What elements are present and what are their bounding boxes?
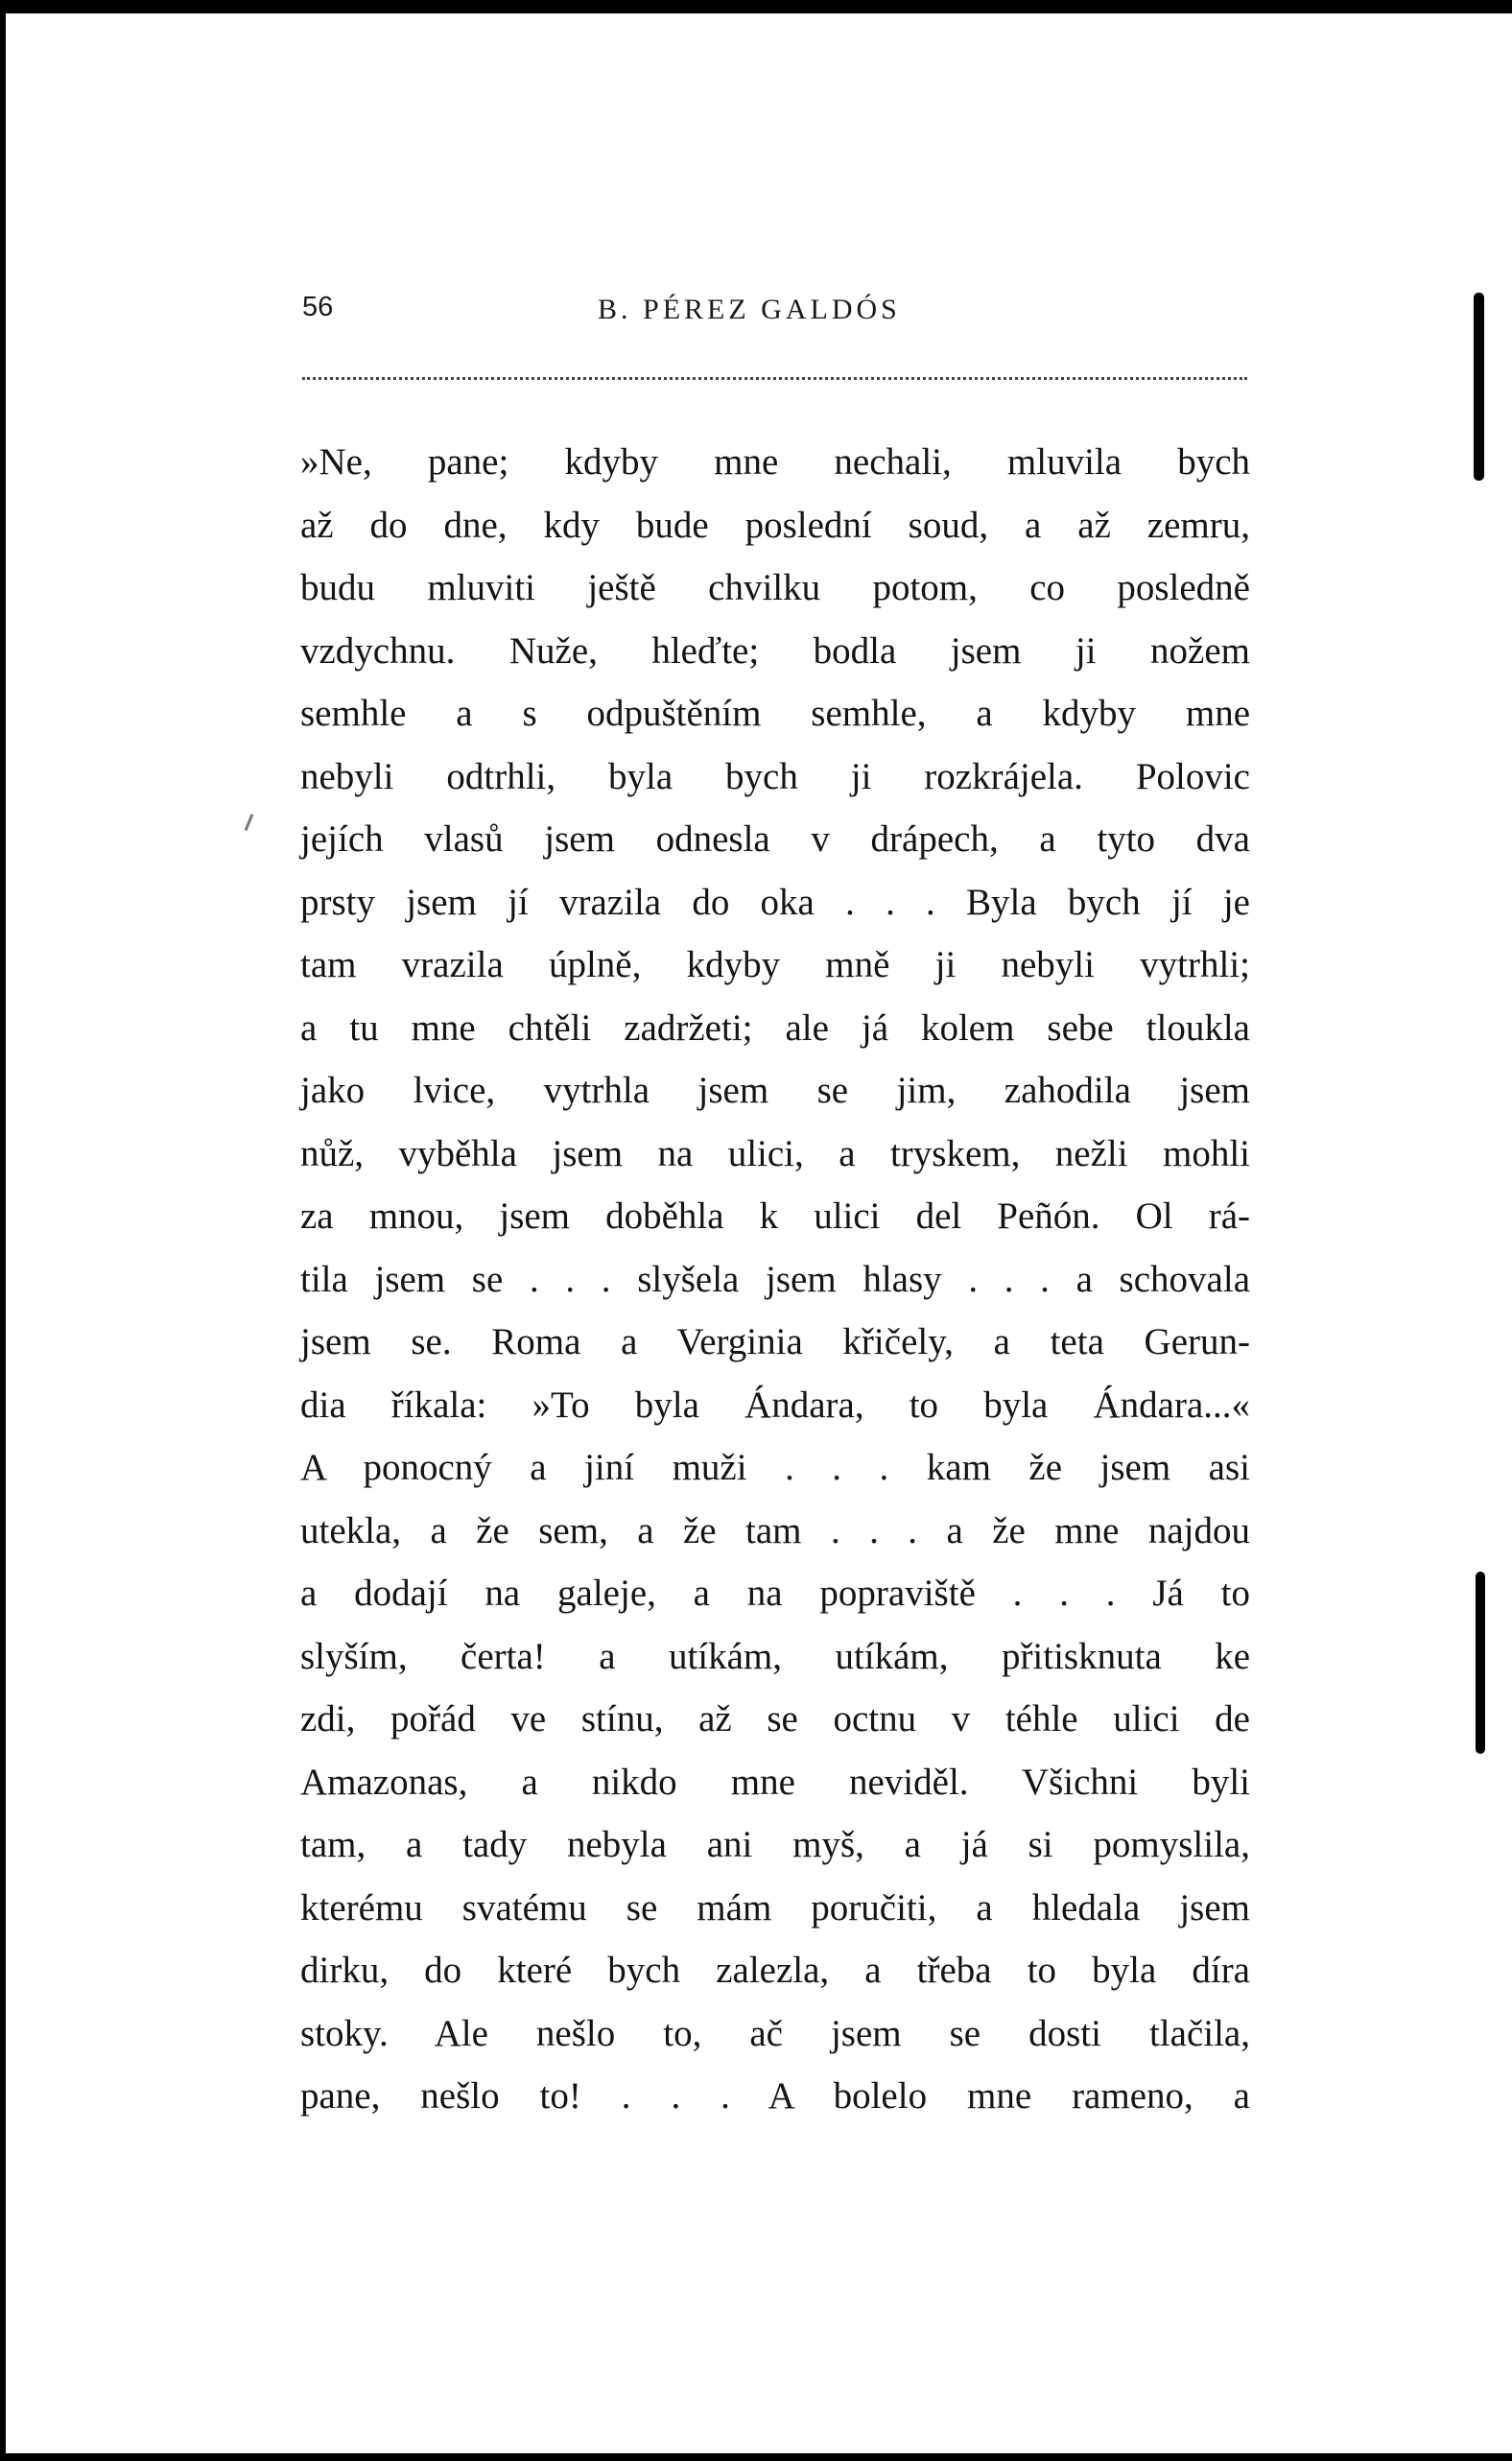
text-line: A ponocný a jiní muži . . . kam že jsem asi <box>300 1447 1250 1488</box>
text-line: budu mluviti ještě chvilku potom, co posledně <box>300 567 1250 608</box>
text-line: tam, a tady nebyla ani myš, a já si pomyslila, <box>300 1824 1250 1865</box>
page-header <box>302 288 1247 336</box>
text-line: nůž, vyběhla jsem na ulici, a tryskem, nežli mohli <box>300 1132 1250 1174</box>
text-line: dirku, do které bych zalezla, a třeba to byla díra <box>300 1950 1250 1991</box>
text-line: prsty jsem jí vrazila do oka . . . Byla bych jí je <box>300 881 1250 923</box>
text-line: a tu mne chtěli zadržeti; ale já kolem sebe tloukla <box>300 1006 1250 1049</box>
text-line: pane, nešlo to! . . . A bolelo mne rameno, a <box>300 2075 1250 2117</box>
text-line: a dodají na galeje, a na popraviště . . . Já to <box>300 1573 1250 1614</box>
page-number: 56 <box>302 292 334 322</box>
text-line: dia říkala: »To byla Ándara, to byla Ándara...« <box>300 1384 1250 1426</box>
scan-border-top <box>0 0 1512 13</box>
text-line: jsem se. Roma a Verginia křičely, a teta Gerun- <box>300 1321 1250 1362</box>
text-line: jako lvice, vytrhla jsem se jim, zahodila jsem <box>300 1070 1250 1111</box>
text-line: »Ne, pane; kdyby mne nechali, mluvila bych <box>300 441 1250 483</box>
text-line: tila jsem se . . . slyšela jsem hlasy . . . a schovala <box>300 1258 1250 1300</box>
text-line: za mnou, jsem doběhla k ulici del Peñón. Ol rá- <box>300 1195 1250 1237</box>
text-line: tam vrazila úplně, kdyby mně ji nebyli vytrhli; <box>300 944 1250 985</box>
text-line: stoky. Ale nešlo to, ač jsem se dosti tlačila, <box>300 2012 1250 2054</box>
text-line: kterému svatému se mám poručiti, a hledala jsem <box>300 1886 1250 1929</box>
text-line: vzdychnu. Nuže, hleďte; bodla jsem ji nožem <box>300 629 1250 672</box>
text-line: Amazonas, a nikdo mne neviděl. Všichni byli <box>300 1761 1250 1803</box>
text-line: až do dne, kdy bude poslední soud, a až zemru, <box>300 504 1250 546</box>
text-line: nebyli odtrhli, byla bych ji rozkrájela. Polovic <box>300 755 1250 797</box>
scan-border-left <box>0 0 6 2461</box>
text-line: zdi, pořád ve stínu, až se octnu v téhle ulici de <box>300 1698 1250 1739</box>
text-line: semhle a s odpuštěním semhle, a kdyby mne <box>300 693 1250 734</box>
running-head: B. PÉREZ GALDÓS <box>598 294 901 325</box>
text-line: utekla, a že sem, a že tam . . . a že mne najdou <box>300 1509 1250 1551</box>
header-rule <box>302 377 1247 380</box>
text-line: slyším, čerta! a utíkám, utíkám, přitisknuta ke <box>300 1635 1250 1677</box>
page-edge-mark <box>1476 1572 1485 1754</box>
scan-border-bottom <box>0 2453 1512 2461</box>
stray-mark <box>245 814 254 831</box>
page-edge-mark <box>1474 293 1484 481</box>
text-line: jejích vlasů jsem odnesla v drápech, a tyto dva <box>300 818 1250 860</box>
body-text <box>300 431 1250 2128</box>
